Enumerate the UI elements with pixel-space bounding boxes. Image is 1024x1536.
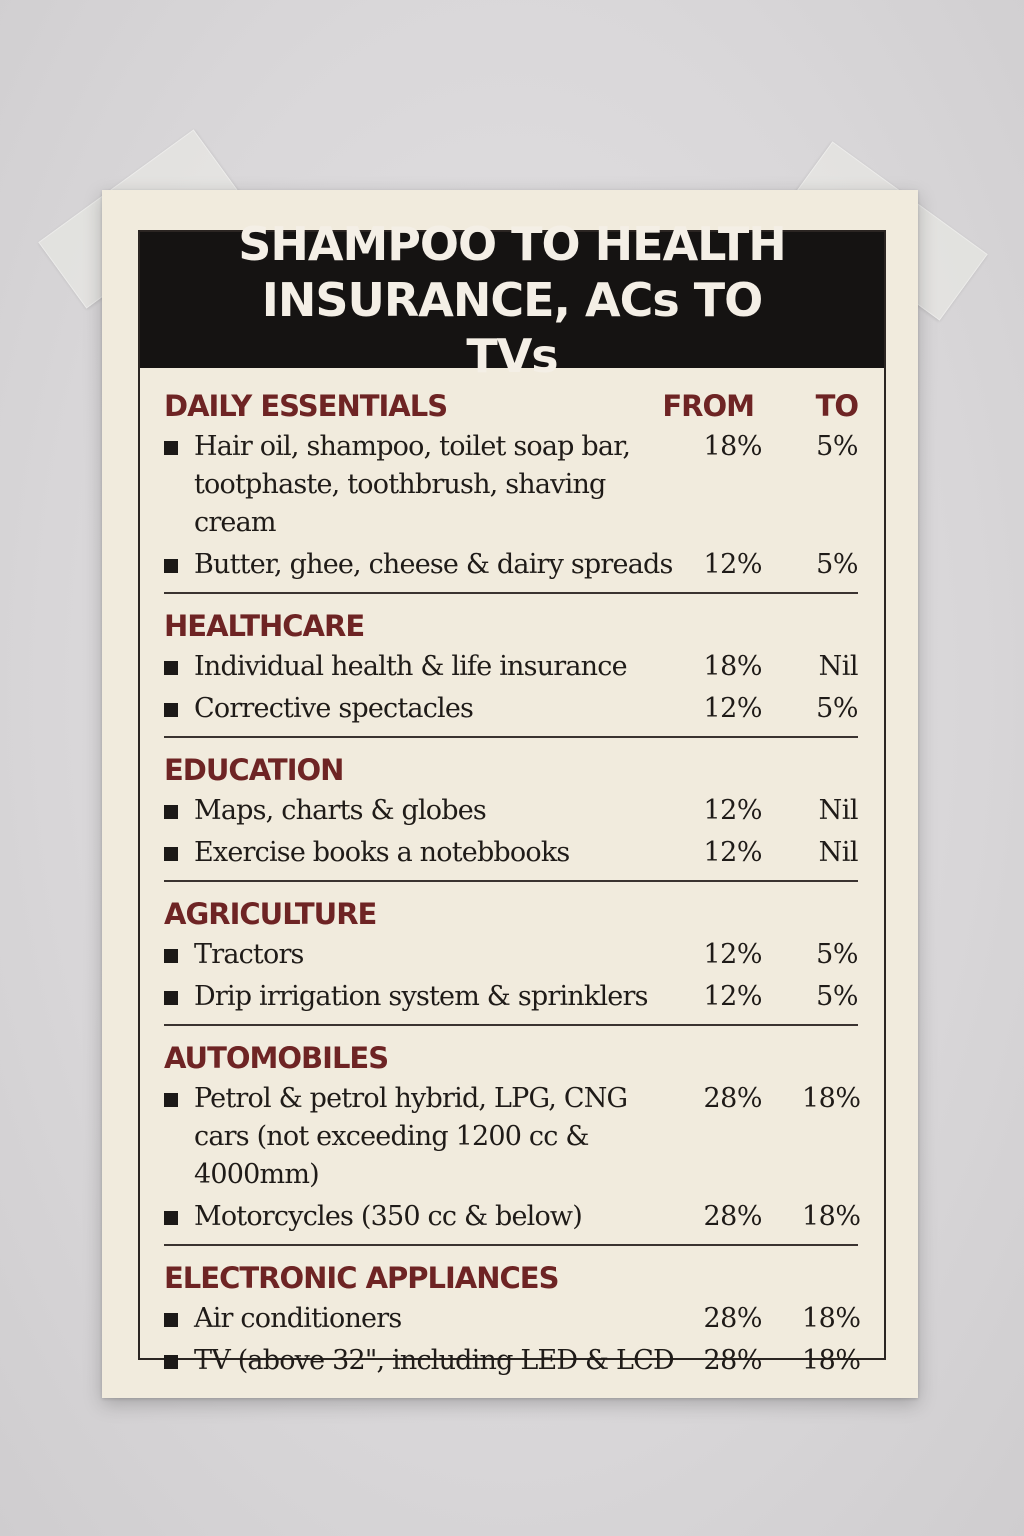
list-item [164, 790, 858, 832]
rate-to: 5% [816, 693, 858, 724]
rate-from: 28% [703, 1303, 762, 1334]
rate-from: 12% [703, 549, 762, 580]
section-header [164, 386, 858, 426]
section-header [164, 894, 858, 934]
section-header [164, 750, 858, 790]
rate-to: Nil [818, 795, 858, 826]
bullet-square-icon [164, 703, 178, 717]
item-label: Maps, charts & globes [194, 795, 486, 826]
item-label: Corrective spectacles [194, 693, 474, 724]
rate-from: 12% [703, 981, 762, 1012]
rate-to: 18% [802, 1201, 861, 1232]
section-title: HEALTHCARE [164, 609, 365, 643]
list-item [164, 1340, 861, 1382]
item-label: Petrol & petrol hybrid, LPG, CNG cars (not exceeding 1200 cc & 4000mm) [194, 1083, 628, 1190]
rate-from: 12% [703, 795, 762, 826]
rate-to: 5% [816, 431, 858, 462]
rate-to: 5% [816, 549, 858, 580]
section-agriculture [164, 882, 858, 1026]
list-item [164, 1298, 861, 1340]
column-header-to: TO [815, 389, 858, 423]
bullet-square-icon [164, 991, 178, 1005]
section-header [164, 606, 858, 646]
section-title: EDUCATION [164, 753, 344, 787]
rate-table [164, 374, 861, 1388]
list-item [164, 976, 858, 1018]
poster-frame [138, 217, 886, 1376]
bullet-square-icon [164, 1313, 178, 1327]
list-item [164, 426, 858, 544]
column-header-from: FROM [662, 389, 754, 423]
title-banner [140, 217, 884, 383]
item-label: Exercise books a notebbooks [194, 837, 570, 868]
section-healthcare [164, 594, 858, 738]
section-title: ELECTRONIC APPLIANCES [164, 1261, 559, 1295]
bullet-square-icon [164, 847, 178, 861]
section-title: AGRICULTURE [164, 897, 377, 931]
poster-title: SHAMPOO TO HEALTH INSURANCE, ACs TO TVs [238, 217, 786, 383]
rate-to: Nil [818, 837, 858, 868]
item-label: TV (above 32", including LED & LCD [194, 1345, 674, 1376]
rate-to: 18% [802, 1083, 861, 1114]
rate-to: 18% [802, 1345, 861, 1376]
section-education [164, 738, 858, 882]
list-item [164, 688, 858, 730]
list-item [164, 832, 858, 874]
list-item [164, 1196, 861, 1238]
rate-to: 5% [816, 981, 858, 1012]
bullet-square-icon [164, 559, 178, 573]
list-item [164, 544, 858, 586]
bullet-square-icon [164, 441, 178, 455]
rate-from: 12% [703, 939, 762, 970]
item-label: Tractors [194, 939, 304, 970]
item-label: Drip irrigation system & sprinklers [194, 981, 648, 1012]
section-electronic-appliances [164, 1246, 861, 1388]
rate-to: 5% [816, 939, 858, 970]
bullet-square-icon [164, 1211, 178, 1225]
section-title: AUTOMOBILES [164, 1041, 389, 1075]
bullet-square-icon [164, 805, 178, 819]
section-title: DAILY ESSENTIALS [164, 389, 448, 423]
item-label: Air conditioners [194, 1303, 402, 1334]
item-label: Hair oil, shampoo, toilet soap bar, tootphaste, toothbrush, shaving cream [194, 431, 631, 538]
poster [102, 190, 918, 1398]
bullet-square-icon [164, 661, 178, 675]
section-header [164, 1258, 858, 1298]
bullet-square-icon [164, 1093, 178, 1107]
rate-from: 12% [703, 693, 762, 724]
section-automobiles [164, 1026, 861, 1246]
item-label: Motorcycles (350 cc & below) [194, 1201, 582, 1232]
list-item [164, 1078, 861, 1196]
rate-from: 28% [703, 1083, 762, 1114]
rate-from: 28% [703, 1201, 762, 1232]
rate-to: Nil [818, 651, 858, 682]
list-item [164, 934, 858, 976]
rate-from: 12% [703, 837, 762, 868]
rate-from: 18% [703, 431, 762, 462]
item-label: Individual health & life insurance [194, 651, 627, 682]
rate-from: 18% [703, 651, 762, 682]
list-item [164, 646, 858, 688]
bullet-square-icon [164, 1355, 178, 1369]
rate-from: 28% [703, 1345, 762, 1376]
bullet-square-icon [164, 949, 178, 963]
section-daily-essentials [164, 374, 858, 594]
section-header [164, 1038, 858, 1078]
item-label: Butter, ghee, cheese & dairy spreads [194, 549, 673, 580]
rate-to: 18% [802, 1303, 861, 1334]
